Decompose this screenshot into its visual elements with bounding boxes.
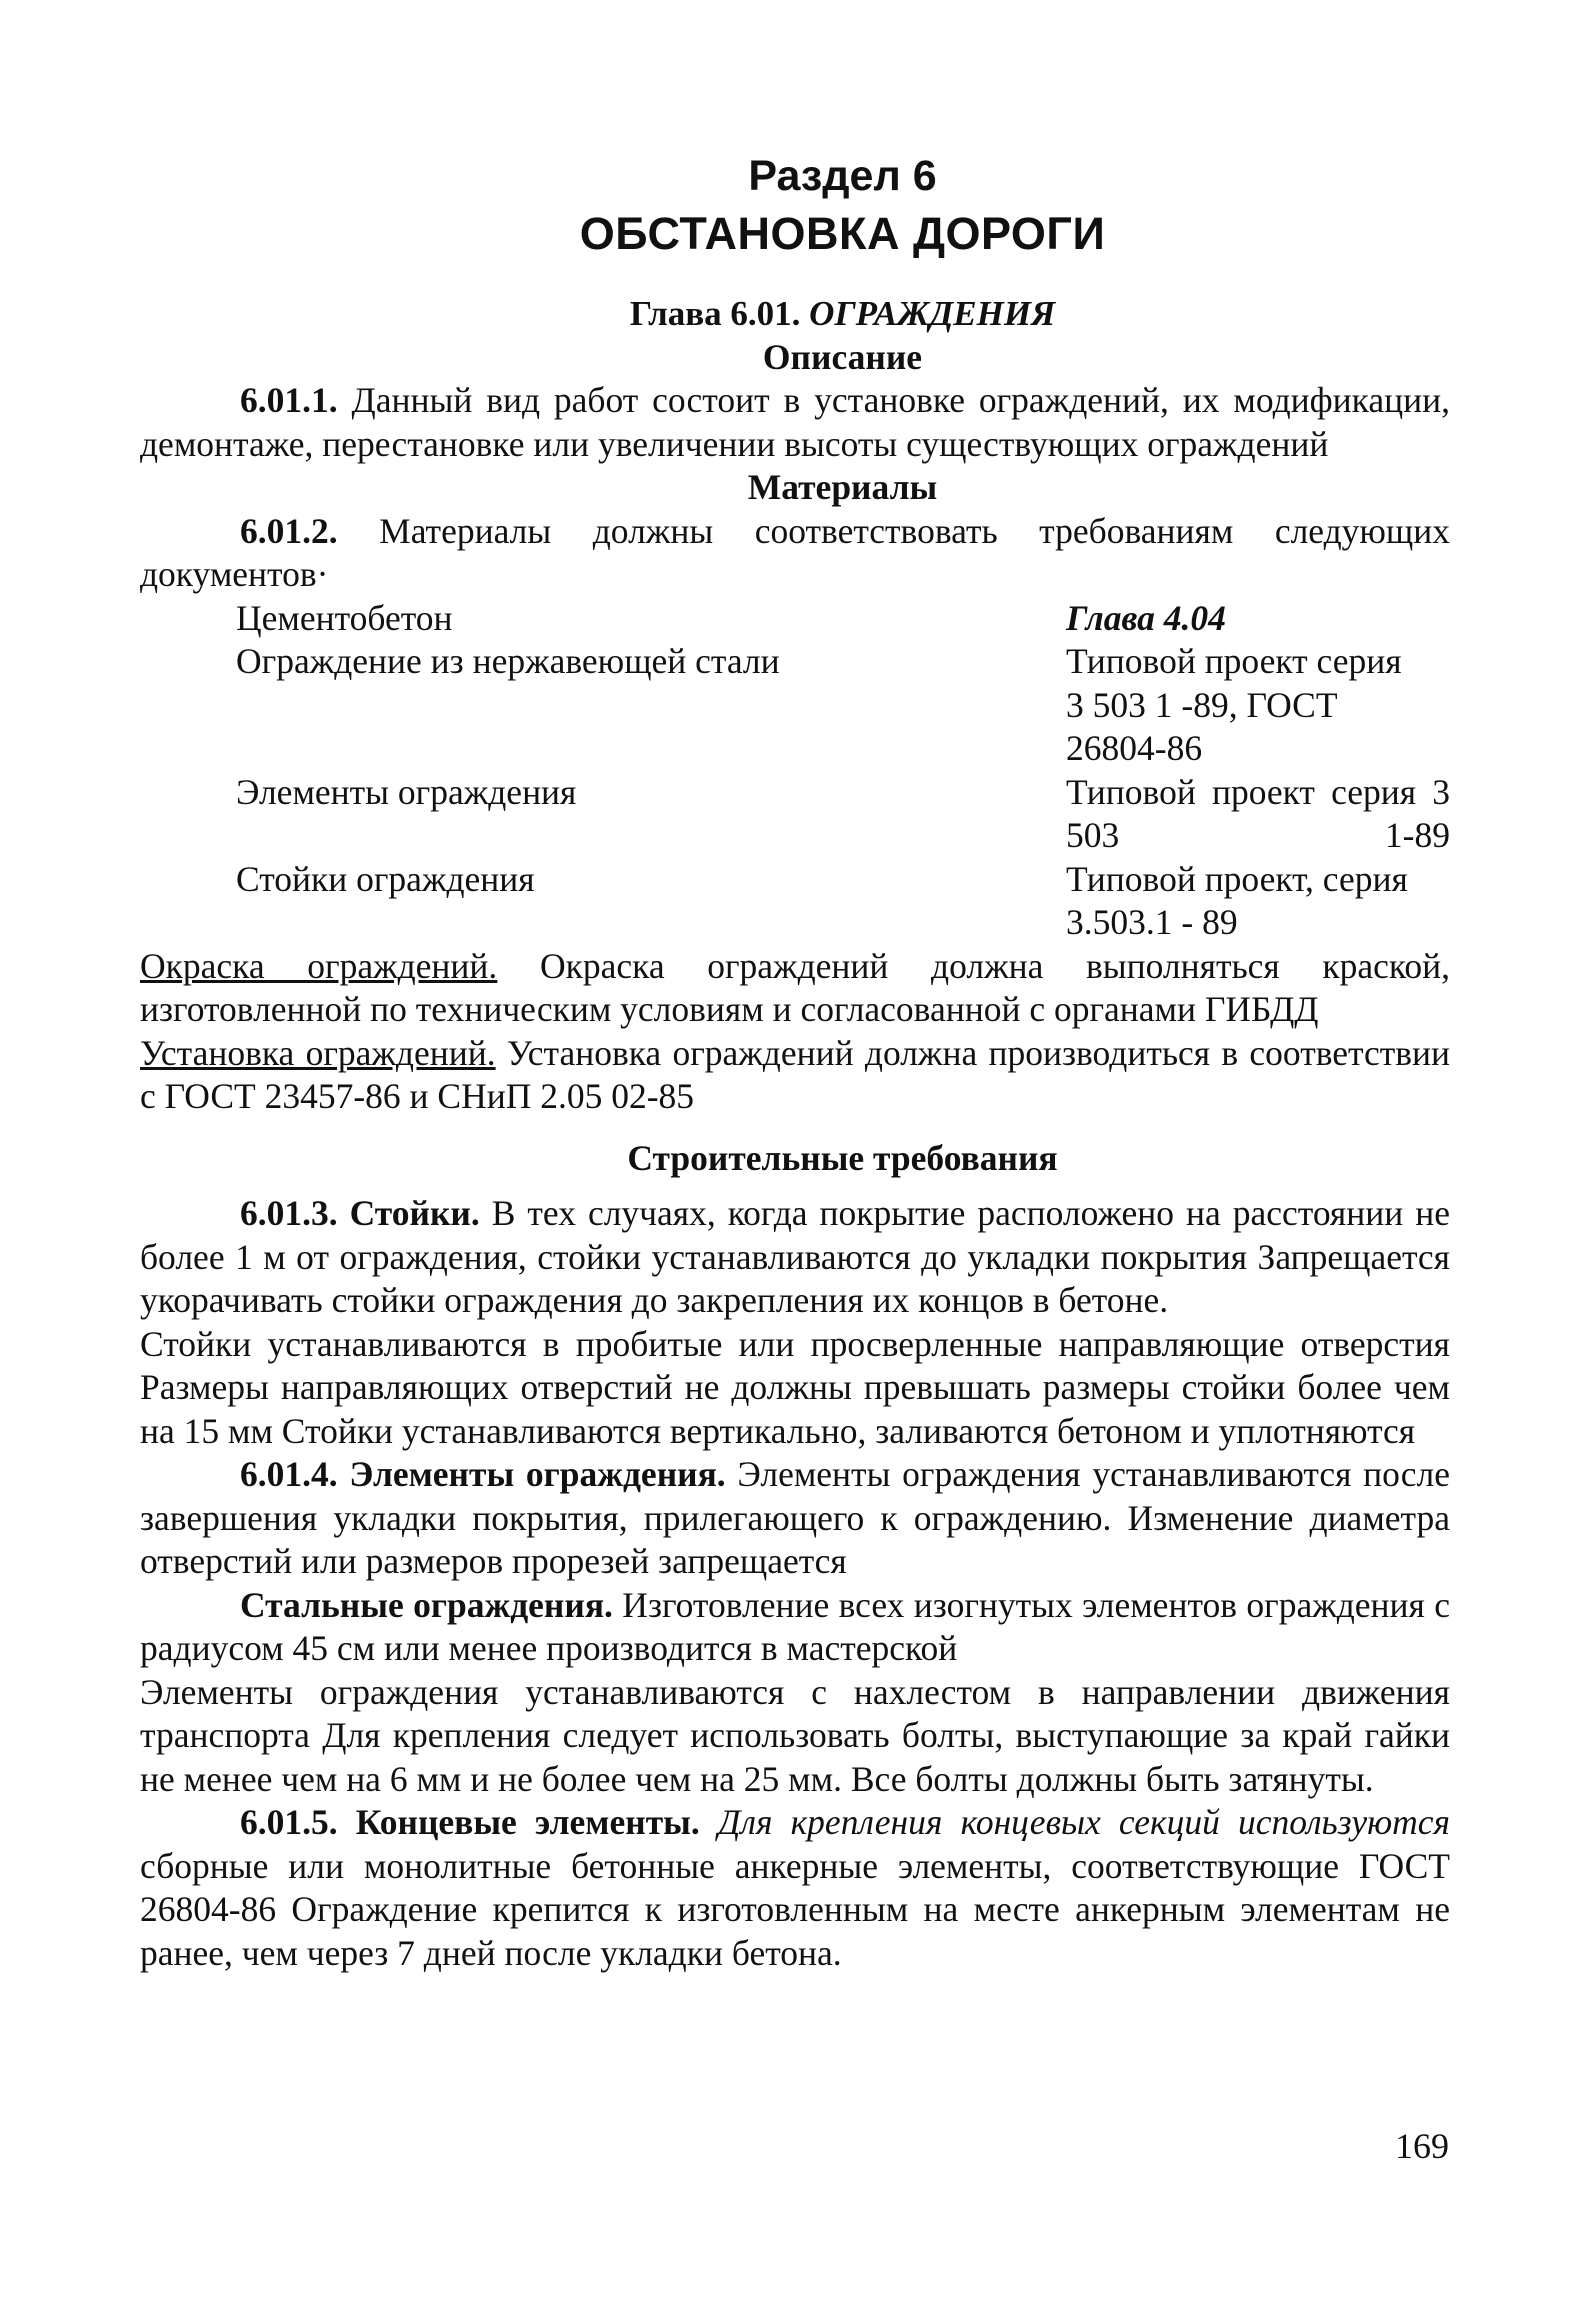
material-reference: Типовой проект серия 3 503 1 -89, ГОСТ 26804-86: [1066, 641, 1402, 768]
page-number: 169: [1395, 2126, 1449, 2166]
section-subtitle: ОБСТАНОВКА ДОРОГИ: [579, 208, 1106, 259]
paragraph-6-01-3-cont: Стойки устанавливаются в пробитые или просверленные направляющие отверстия Размеры направляющих отверстий не должны превышать размеры стойки более чем на 15 мм Стойки устанавливаются вертикально, заливаются бетоном и уплотняются: [140, 1323, 1450, 1451]
clause-number: 6.01.5. Концевые элементы.: [240, 1802, 700, 1842]
table-row: [236, 771, 1450, 858]
material-item: Стойки ограждения: [236, 858, 535, 899]
clause-text: В тех случаях, когда покрытие расположено на расстоянии не более 1 м от ограждения, стойки устанавливаются до укладки покрытия Запрещается укорачивать стойки ограждения до закрепления их концов в бетоне.: [140, 1193, 1450, 1320]
heading-construction: Строительные требования: [627, 1137, 1058, 1178]
clause-text: Данный вид работ состоит в установке ограждений, их модификации, демонтаже, перестановке или увеличении высоты существующих ограждений: [140, 380, 1450, 464]
paragraph-steel: [140, 1584, 1450, 1671]
material-item: Элементы ограждения: [236, 771, 577, 812]
painting-label: Окраска ограждений.: [140, 945, 498, 986]
clause-text: Материалы должны соответствовать требованиям следующих документов·: [140, 510, 1450, 594]
material-item: Ограждение из нержавеющей стали: [236, 641, 780, 681]
paragraph-6-01-4: [140, 1453, 1450, 1584]
clause-number: 6.01.1.: [240, 380, 338, 420]
clause-number: 6.01.3. Стойки.: [240, 1193, 480, 1233]
steel-text: Изготовление всех изогнутых элементов ограждения с радиусом 45 см или менее производится в мастерской: [140, 1584, 1451, 1668]
table-row: [236, 640, 1450, 771]
paragraph-steel-cont: Элементы ограждения устанавливаются с нахлестом в направлении движения транспорта Для крепления следует использовать болты, выступающие за край гайки не менее чем на 6 мм и не более чем на 25 мм. Все болты должны быть затянуты.: [140, 1671, 1450, 1799]
painting-text: Окраска ограждений должна выполняться краской, изготовленной по техническим условиям и согласованной с органами ГИБДД: [140, 945, 1450, 1029]
chapter-name: ОГРАЖДЕНИЯ: [809, 294, 1056, 333]
heading-description: Описание: [762, 336, 923, 377]
clause-number: 6.01.4. Элементы ограждения.: [240, 1454, 726, 1494]
paragraph-installation: [140, 1032, 1450, 1119]
paragraph-6-01-2: [140, 510, 1450, 597]
clause-text: сборные или монолитные бетонные анкерные элементы, соответствующие ГОСТ 26804-86 Ограждение крепится к изготовленным на месте анкерным элементам не ранее, чем через 7 дней после укладки бетона.: [140, 1845, 1450, 1973]
paragraph-6-01-1: [140, 379, 1450, 466]
clause-number: 6.01.2.: [240, 510, 338, 551]
paragraph-6-01-3: [140, 1192, 1450, 1323]
materials-table: [236, 597, 1450, 945]
installation-label: Установка ограждений.: [140, 1032, 496, 1073]
table-row: [236, 597, 1450, 641]
paragraph-painting: [140, 945, 1450, 1032]
material-item: Цементобетон: [236, 597, 453, 638]
material-reference: Типовой проект серия 3 503 1-89: [1066, 771, 1450, 855]
clause-text: Элементы ограждения устанавливаются после завершения укладки покрытия, прилегающего к ограждению. Изменение диаметра отверстий или размеров прорезей запрещается: [140, 1454, 1451, 1581]
section-title: Раздел 6: [748, 152, 937, 200]
clause-italic-text: Для крепления концевых секций используются: [699, 1802, 1451, 1842]
chapter-prefix: Глава 6.01.: [629, 294, 801, 333]
document-page: [140, 150, 1450, 1975]
paragraph-6-01-5: [140, 1801, 1450, 1975]
table-row: [236, 858, 1450, 945]
chapter-heading: [235, 292, 1450, 336]
material-reference: Типовой проект, серия 3.503.1 - 89: [1066, 858, 1408, 942]
installation-text: Установка ограждений должна производиться в соответствии с ГОСТ 23457-86 и СНиП 2.05 02-85: [140, 1032, 1450, 1116]
steel-label: Стальные ограждения.: [240, 1584, 613, 1625]
heading-materials: Материалы: [747, 467, 938, 507]
material-reference: Глава 4.04: [1066, 597, 1226, 638]
